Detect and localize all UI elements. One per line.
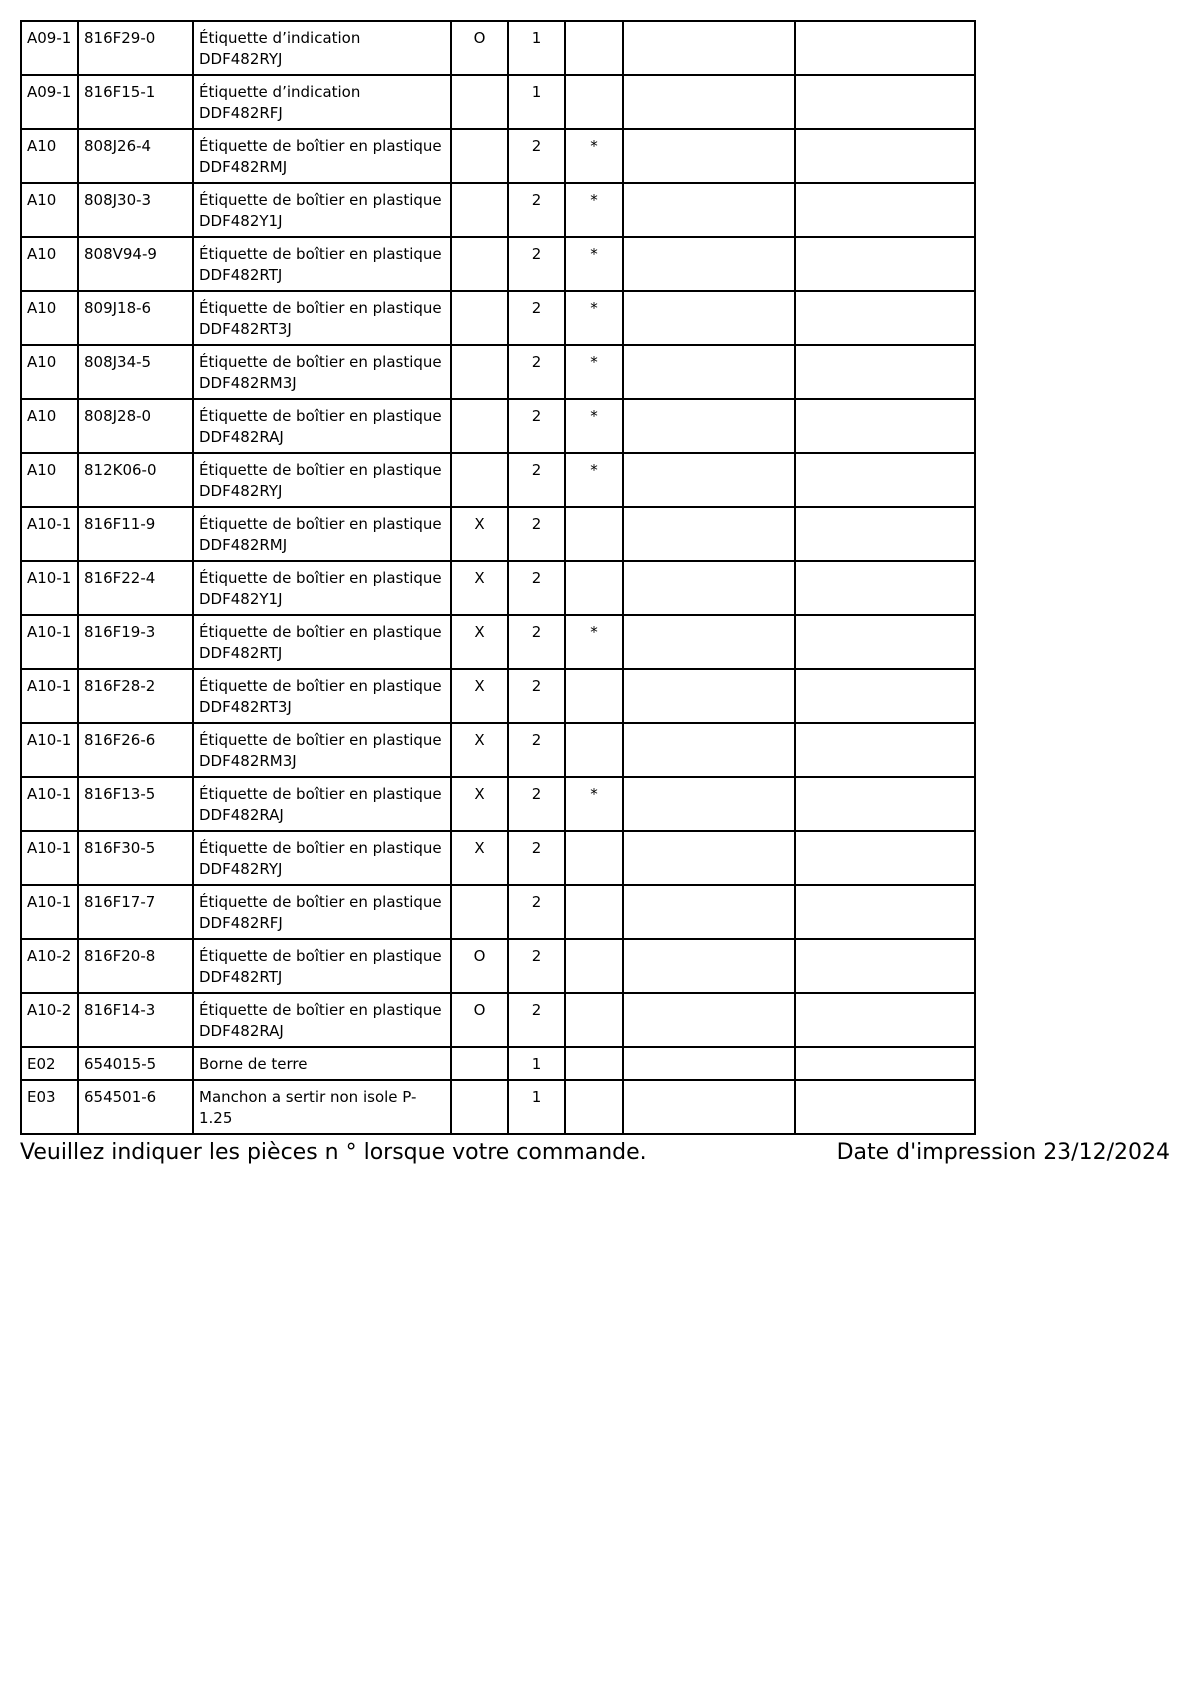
blank-cell — [623, 1080, 795, 1134]
blank-cell — [623, 453, 795, 507]
quantity-cell: 1 — [508, 21, 565, 75]
ref-cell: A09-1 — [21, 21, 78, 75]
description-cell: Étiquette de boîtier en plastique DDF482RMJ — [193, 507, 451, 561]
note-star-cell — [565, 561, 623, 615]
table-row — [21, 885, 975, 939]
table-row — [21, 669, 975, 723]
mark-cell — [451, 885, 508, 939]
ref-cell: A10 — [21, 183, 78, 237]
table-row — [21, 183, 975, 237]
description-cell: Étiquette de boîtier en plastique DDF482Y1J — [193, 183, 451, 237]
blank-cell — [623, 399, 795, 453]
mark-cell — [451, 453, 508, 507]
mark-cell — [451, 237, 508, 291]
table-row — [21, 291, 975, 345]
description-cell: Étiquette de boîtier en plastique DDF482RM3J — [193, 723, 451, 777]
part-number-cell: 808J34-5 — [78, 345, 193, 399]
description-cell: Étiquette de boîtier en plastique DDF482RYJ — [193, 831, 451, 885]
ref-cell: A10-1 — [21, 723, 78, 777]
ref-cell: A10-2 — [21, 939, 78, 993]
blank-cell — [795, 399, 975, 453]
blank-cell — [623, 777, 795, 831]
blank-cell — [795, 129, 975, 183]
quantity-cell: 2 — [508, 183, 565, 237]
table-row — [21, 723, 975, 777]
description-cell: Étiquette de boîtier en plastique DDF482RAJ — [193, 777, 451, 831]
ref-cell: A10 — [21, 399, 78, 453]
note-star-cell — [565, 885, 623, 939]
quantity-cell: 2 — [508, 993, 565, 1047]
table-row — [21, 453, 975, 507]
parts-table — [20, 20, 976, 1135]
ref-cell: A10 — [21, 129, 78, 183]
blank-cell — [795, 291, 975, 345]
ref-cell: E02 — [21, 1047, 78, 1080]
blank-cell — [623, 939, 795, 993]
part-number-cell: 654501-6 — [78, 1080, 193, 1134]
mark-cell — [451, 75, 508, 129]
quantity-cell: 2 — [508, 777, 565, 831]
description-cell: Étiquette de boîtier en plastique DDF482RTJ — [193, 939, 451, 993]
quantity-cell: 2 — [508, 345, 565, 399]
mark-cell — [451, 1047, 508, 1080]
description-cell: Étiquette de boîtier en plastique DDF482RTJ — [193, 615, 451, 669]
mark-cell — [451, 345, 508, 399]
description-cell: Étiquette de boîtier en plastique DDF482RFJ — [193, 885, 451, 939]
page-footer — [20, 1137, 1170, 1171]
part-number-cell: 816F19-3 — [78, 615, 193, 669]
blank-cell — [795, 615, 975, 669]
table-row — [21, 561, 975, 615]
note-star-cell — [565, 831, 623, 885]
description-cell: Étiquette de boîtier en plastique DDF482RT3J — [193, 291, 451, 345]
blank-cell — [795, 939, 975, 993]
ref-cell: A10 — [21, 345, 78, 399]
mark-cell — [451, 1080, 508, 1134]
parts-table-body — [21, 21, 975, 1134]
ref-cell: A10-1 — [21, 561, 78, 615]
part-number-cell: 816F28-2 — [78, 669, 193, 723]
part-number-cell: 808V94-9 — [78, 237, 193, 291]
part-number-cell: 812K06-0 — [78, 453, 193, 507]
blank-cell — [795, 831, 975, 885]
part-number-cell: 816F22-4 — [78, 561, 193, 615]
part-number-cell: 816F17-7 — [78, 885, 193, 939]
blank-cell — [795, 777, 975, 831]
ref-cell: A10 — [21, 291, 78, 345]
table-row — [21, 75, 975, 129]
note-star-cell — [565, 993, 623, 1047]
print-date: Date d'impression 23/12/2024 — [836, 1140, 1170, 1165]
note-star-cell: * — [565, 777, 623, 831]
part-number-cell: 816F20-8 — [78, 939, 193, 993]
quantity-cell: 2 — [508, 507, 565, 561]
mark-cell — [451, 183, 508, 237]
note-star-cell: * — [565, 345, 623, 399]
ref-cell: A10-1 — [21, 669, 78, 723]
mark-cell: X — [451, 669, 508, 723]
part-number-cell: 809J18-6 — [78, 291, 193, 345]
description-cell: Étiquette de boîtier en plastique DDF482RMJ — [193, 129, 451, 183]
description-cell: Manchon a sertir non isole P-1.25 — [193, 1080, 451, 1134]
quantity-cell: 2 — [508, 129, 565, 183]
mark-cell: O — [451, 21, 508, 75]
ref-cell: A09-1 — [21, 75, 78, 129]
table-row — [21, 1080, 975, 1134]
blank-cell — [623, 129, 795, 183]
description-cell: Étiquette de boîtier en plastique DDF482RTJ — [193, 237, 451, 291]
table-row — [21, 1047, 975, 1080]
note-star-cell — [565, 1080, 623, 1134]
ref-cell: E03 — [21, 1080, 78, 1134]
blank-cell — [795, 75, 975, 129]
ref-cell: A10 — [21, 453, 78, 507]
ref-cell: A10-2 — [21, 993, 78, 1047]
blank-cell — [795, 183, 975, 237]
part-number-cell: 816F15-1 — [78, 75, 193, 129]
mark-cell: O — [451, 993, 508, 1047]
blank-cell — [623, 183, 795, 237]
note-star-cell — [565, 1047, 623, 1080]
mark-cell: X — [451, 777, 508, 831]
blank-cell — [623, 885, 795, 939]
table-row — [21, 507, 975, 561]
description-cell: Étiquette de boîtier en plastique DDF482RT3J — [193, 669, 451, 723]
description-cell: Borne de terre — [193, 1047, 451, 1080]
mark-cell — [451, 399, 508, 453]
note-star-cell: * — [565, 129, 623, 183]
blank-cell — [623, 345, 795, 399]
quantity-cell: 2 — [508, 885, 565, 939]
part-number-cell: 816F29-0 — [78, 21, 193, 75]
note-star-cell — [565, 75, 623, 129]
mark-cell — [451, 129, 508, 183]
note-star-cell — [565, 939, 623, 993]
blank-cell — [623, 237, 795, 291]
note-star-cell — [565, 723, 623, 777]
mark-cell: X — [451, 615, 508, 669]
blank-cell — [623, 615, 795, 669]
quantity-cell: 2 — [508, 723, 565, 777]
blank-cell — [795, 723, 975, 777]
part-number-cell: 654015-5 — [78, 1047, 193, 1080]
blank-cell — [795, 1047, 975, 1080]
table-row — [21, 129, 975, 183]
quantity-cell: 1 — [508, 75, 565, 129]
part-number-cell: 808J30-3 — [78, 183, 193, 237]
table-row — [21, 939, 975, 993]
part-number-cell: 816F30-5 — [78, 831, 193, 885]
blank-cell — [623, 507, 795, 561]
note-star-cell — [565, 507, 623, 561]
part-number-cell: 816F14-3 — [78, 993, 193, 1047]
blank-cell — [623, 831, 795, 885]
quantity-cell: 2 — [508, 939, 565, 993]
table-row — [21, 993, 975, 1047]
table-row — [21, 237, 975, 291]
table-row — [21, 399, 975, 453]
blank-cell — [795, 993, 975, 1047]
description-cell: Étiquette de boîtier en plastique DDF482RM3J — [193, 345, 451, 399]
mark-cell: X — [451, 831, 508, 885]
quantity-cell: 2 — [508, 615, 565, 669]
quantity-cell: 2 — [508, 237, 565, 291]
mark-cell: X — [451, 561, 508, 615]
blank-cell — [795, 453, 975, 507]
document-page — [20, 20, 1170, 1171]
note-star-cell: * — [565, 183, 623, 237]
table-row — [21, 21, 975, 75]
quantity-cell: 2 — [508, 399, 565, 453]
blank-cell — [795, 1080, 975, 1134]
note-star-cell: * — [565, 453, 623, 507]
order-note: Veuillez indiquer les pièces n ° lorsque votre commande. — [20, 1140, 647, 1165]
description-cell: Étiquette d’indication DDF482RYJ — [193, 21, 451, 75]
blank-cell — [623, 723, 795, 777]
mark-cell — [451, 291, 508, 345]
note-star-cell: * — [565, 399, 623, 453]
quantity-cell: 1 — [508, 1080, 565, 1134]
description-cell: Étiquette de boîtier en plastique DDF482RAJ — [193, 399, 451, 453]
blank-cell — [623, 75, 795, 129]
quantity-cell: 2 — [508, 831, 565, 885]
mark-cell: X — [451, 723, 508, 777]
table-row — [21, 345, 975, 399]
ref-cell: A10-1 — [21, 615, 78, 669]
blank-cell — [795, 669, 975, 723]
mark-cell: X — [451, 507, 508, 561]
note-star-cell — [565, 669, 623, 723]
part-number-cell: 808J26-4 — [78, 129, 193, 183]
blank-cell — [623, 291, 795, 345]
ref-cell: A10-1 — [21, 885, 78, 939]
ref-cell: A10 — [21, 237, 78, 291]
blank-cell — [623, 561, 795, 615]
note-star-cell: * — [565, 615, 623, 669]
description-cell: Étiquette d’indication DDF482RFJ — [193, 75, 451, 129]
blank-cell — [795, 885, 975, 939]
ref-cell: A10-1 — [21, 831, 78, 885]
table-row — [21, 777, 975, 831]
blank-cell — [623, 993, 795, 1047]
quantity-cell: 2 — [508, 669, 565, 723]
part-number-cell: 816F11-9 — [78, 507, 193, 561]
description-cell: Étiquette de boîtier en plastique DDF482Y1J — [193, 561, 451, 615]
table-row — [21, 615, 975, 669]
blank-cell — [623, 669, 795, 723]
mark-cell: O — [451, 939, 508, 993]
blank-cell — [795, 507, 975, 561]
blank-cell — [623, 1047, 795, 1080]
note-star-cell: * — [565, 237, 623, 291]
part-number-cell: 816F26-6 — [78, 723, 193, 777]
part-number-cell: 816F13-5 — [78, 777, 193, 831]
description-cell: Étiquette de boîtier en plastique DDF482RYJ — [193, 453, 451, 507]
quantity-cell: 2 — [508, 291, 565, 345]
note-star-cell — [565, 21, 623, 75]
quantity-cell: 2 — [508, 561, 565, 615]
blank-cell — [795, 237, 975, 291]
blank-cell — [795, 561, 975, 615]
table-row — [21, 831, 975, 885]
blank-cell — [795, 21, 975, 75]
part-number-cell: 808J28-0 — [78, 399, 193, 453]
note-star-cell: * — [565, 291, 623, 345]
ref-cell: A10-1 — [21, 507, 78, 561]
blank-cell — [795, 345, 975, 399]
quantity-cell: 1 — [508, 1047, 565, 1080]
description-cell: Étiquette de boîtier en plastique DDF482RAJ — [193, 993, 451, 1047]
ref-cell: A10-1 — [21, 777, 78, 831]
quantity-cell: 2 — [508, 453, 565, 507]
blank-cell — [623, 21, 795, 75]
